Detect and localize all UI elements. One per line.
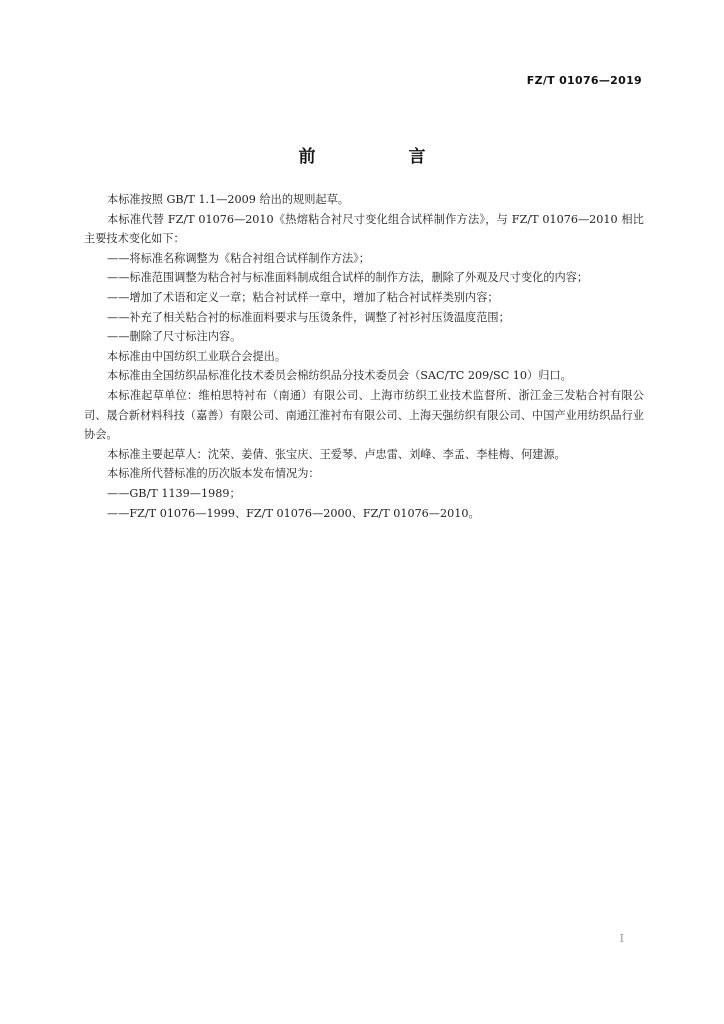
paragraph: 本标准按照 GB/T 1.1—2009 给出的规则起草。 bbox=[107, 193, 349, 206]
paragraph: 本标准代替 FZ/T 01076—2010《热熔粘合衬尺寸变化组合试样制作方法》，与 FZ/T 01076—2010 相比主要技术变化如下： bbox=[84, 212, 644, 246]
paragraph: 本标准由中国纺织工业联合会提出。 bbox=[107, 349, 287, 363]
list-item: ——GB/T 1139—1989； bbox=[107, 486, 241, 500]
paragraph: 本标准主要起草人：沈荣、姜倩、张宝庆、王爱琴、卢忠雷、刘峰、李孟、李桂梅、何建源。 bbox=[107, 447, 566, 461]
paragraph: 本标准起草单位：维柏思特衬布（南通）有限公司、上海市纺织工业技术监督所、浙江金三发粘合衬有限公司、晟合新材料科技（嘉善）有限公司、南通江淮衬布有限公司、上海天强纺织有限公司、中国产业用纺织品行业协会。 bbox=[84, 388, 644, 442]
list-item: ——删除了尺寸标注内容。 bbox=[107, 330, 242, 344]
list-item: ——增加了术语和定义一章；粘合衬试样一章中，增加了粘合衬试样类别内容； bbox=[107, 290, 499, 304]
paragraph: 本标准所代替标准的历次版本发布情况为： bbox=[107, 467, 320, 481]
list-item: ——将标准名称调整为《粘合衬组合试样制作方法》； bbox=[107, 251, 370, 265]
page-number: I bbox=[619, 932, 624, 945]
foreword-body bbox=[84, 190, 644, 523]
list-item: ——标准范围调整为粘合衬与标准面料制成组合试样的制作方法，删除了外观及尺寸变化的内容； bbox=[107, 271, 589, 285]
paragraph: 本标准由全国纺织品标准化技术委员会棉纺织品分技术委员会（SAC/TC 209/SC 10）归口。 bbox=[107, 369, 572, 383]
list-item: ——FZ/T 01076—1999、FZ/T 01076—2000、FZ/T 01076—2010。 bbox=[107, 506, 480, 520]
page-title: 前 言 bbox=[298, 147, 464, 167]
list-item: ——补充了相关粘合衬的标准面料要求与压烫条件，调整了衬衫衬压烫温度范围； bbox=[107, 310, 510, 324]
standard-code: FZ/T 01076—2019 bbox=[526, 74, 642, 87]
